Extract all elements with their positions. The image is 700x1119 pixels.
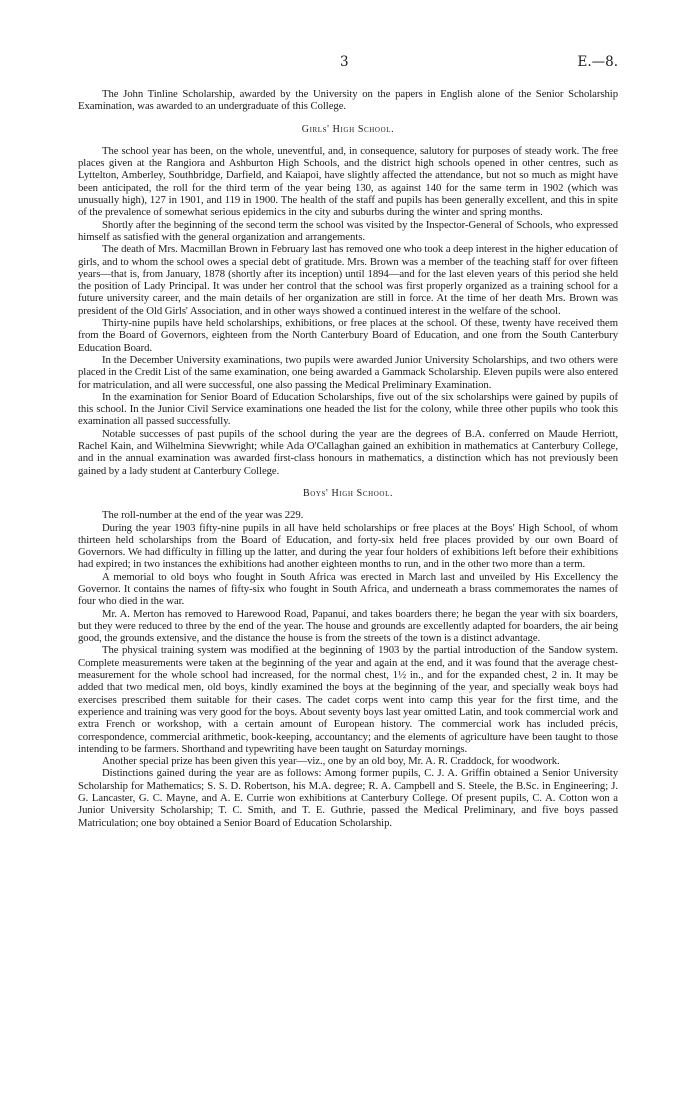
girls-school-heading: Girls' High School. [301, 123, 395, 135]
boys-paragraph: The roll-number at the end of the year was 229. [102, 509, 304, 522]
boys-paragraph: During the year 1903 fifty-nine pupils in all have held scholarships or free places at the Boys' High School, of whom thirteen held scholarships from the Board of Education, and forty-six held free places provided by our own Board of Governors. We had difficulty in filling up the latter, and during the year four holders of exhibitions left before their exhibitions had expired; in two instances the exhibitions had another eighteen months to run, and in the other two more than a term. [78, 521, 618, 571]
boys-paragraph: Distinctions gained during the year are as follows: Among former pupils, C. J. A. Griffin obtained a Senior University Scholarship for Mathematics; S. S. D. Robertson, his M.A. degree; R. A. Campbell and S. Steele, the B.Sc. in Engineering; J. G. Lancaster, G. C. Mayne, and A. E. Currie won exhibitions at Canterbury College. Of present pupils, C. A. Cotton won a Junior University Scholarship; T. C. Smith, and T. E. Guthrie, passed the Medical Preliminary, and five boys passed Matriculation; one boy obtained a Senior Board of Education Scholarship. [78, 767, 618, 829]
girls-paragraph: Shortly after the beginning of the second term the school was visited by the Inspector-General of Schools, who expressed himself as satisfied with the general organization and arrangements. [78, 218, 618, 243]
girls-paragraph: In the December University examinations, two pupils were awarded Junior University Scholarships, and two others were placed in the Credit List of the same examination, one being awarded a Gammack Scholarship. Eleven pupils were also entered for matriculation, and all were successful, one also passing the Medical Preliminary Examination. [78, 353, 618, 391]
girls-school-section [78, 145, 618, 477]
page-header [78, 54, 618, 76]
girls-paragraph: Notable successes of past pupils of the school during the year are the degrees of B.A. conferred on Maude Herriott, Rachel Kain, and Wilhelmina Sievwright; while Ada O'Callaghan gained an exhibition in mathematics at Canterbury College, and in the annual examination was awarded first-class honours in mathematics, a distinction which has not previously been gained by a lady student at Canterbury College. [78, 427, 618, 477]
girls-paragraph: The school year has been, on the whole, uneventful, and, in consequence, salutory for purposes of steady work. The free places given at the Rangiora and Ashburton High Schools, and the district high schools opened in other centres, such as Lyttelton, Amberley, Southbridge, Darfield, and Kaiapoi, have slightly affected the attendance, but not so much as might have been anticipated, the roll for the third term of the year being 130, as against 140 for the same term in 1902 (which was unusually high), 127 in 1901, and 119 in 1900. The health of the staff and pupils has been generally excellent, and this in spite of the prevalence of somewhat serious epidemics in the city and suburbs during the winter and spring months. [78, 144, 618, 219]
boys-paragraph: A memorial to old boys who fought in South Africa was erected in March last and unveiled by His Excellency the Governor. It contains the names of fifty-six who fought in South Africa, and underneath a brass commemorates the names of four who died in the war. [78, 570, 618, 608]
girls-paragraph: Thirty-nine pupils have held scholarships, exhibitions, or free places at the school. Of these, twenty have received them from the Board of Governors, eighteen from the North Canterbury Board of Education, and one from the South Canterbury Education Board. [78, 317, 618, 354]
boys-paragraph: Mr. A. Merton has removed to Harewood Road, Papanui, and takes boarders there; he began the year with six boarders, but they were reduced to three by the end of the year. The house and grounds are excellently adapted for boarders, the air being good, the grounds extensive, and the distance the house is from the streets of the town is a distinct advantage. [78, 607, 618, 645]
girls-paragraph: The death of Mrs. Macmillan Brown in February last has removed one who took a deep interest in the higher education of girls, and to whom the school owes a special debt of gratitude. Mrs. Brown was a member of the teaching staff for over fifteen years—that is, from January, 1878 (shortly after its inception) until 1894—and for the last eleven years of this period she held the position of Lady Principal. It was under her control that the school was first properly organized as a training school for a future university career, and the main details of her organization are still in force. At the time of her death Mrs. Brown was president of the Old Girls' Association, and in other ways showed a continued interest in the welfare of the school. [78, 243, 618, 317]
boys-paragraph: The physical training system was modified at the beginning of 1903 by the partial introduction of the Sandow system. Complete measurements were taken at the beginning of the year and again at the end, and it was found that the average chest-measurement for the whole school had increased, for the normal chest, 1½ in., and for the expanded chest, 2 in. It may be added that two medical men, old boys, kindly examined the boys at the beginning of the year, and specially weak boys had exercises prescribed them suitable for their cases. The cadet corps went into camp this year for the first time, and the experience and training was very good for the boys. About seventy boys last year omitted Latin, and took commercial work and extra French or workshop, with a certain amount of European history. The commercial work has included précis, correspondence, commercial arithmetic, book-keeping, accountancy; and the elements of agriculture have been taught to those intending to be farmers. Shorthand and typewriting have been taught on Saturday mornings. [78, 644, 618, 755]
boys-school-heading: Boys' High School. [302, 487, 394, 499]
document-body [78, 88, 618, 829]
boys-school-section [78, 509, 618, 829]
page-number: 3 [340, 54, 349, 70]
boys-paragraph: Another special prize has been given this year—viz., one by an old boy, Mr. A. R. Craddock, for woodwork. [102, 755, 560, 768]
page-reference: E.—8. [577, 54, 618, 70]
intro-paragraph: The John Tinline Scholarship, awarded by the University on the papers in English alone of the Senior Scholarship Examination, was awarded to an undergraduate of this College. [78, 88, 618, 113]
girls-paragraph: In the examination for Senior Board of Education Scholarships, five out of the six scholarships were gained by pupils of this school. In the Junior Civil Service examinations one headed the list for the colony, while three other pupils who took this examination all passed successfully. [78, 390, 618, 428]
document-page [78, 54, 618, 829]
